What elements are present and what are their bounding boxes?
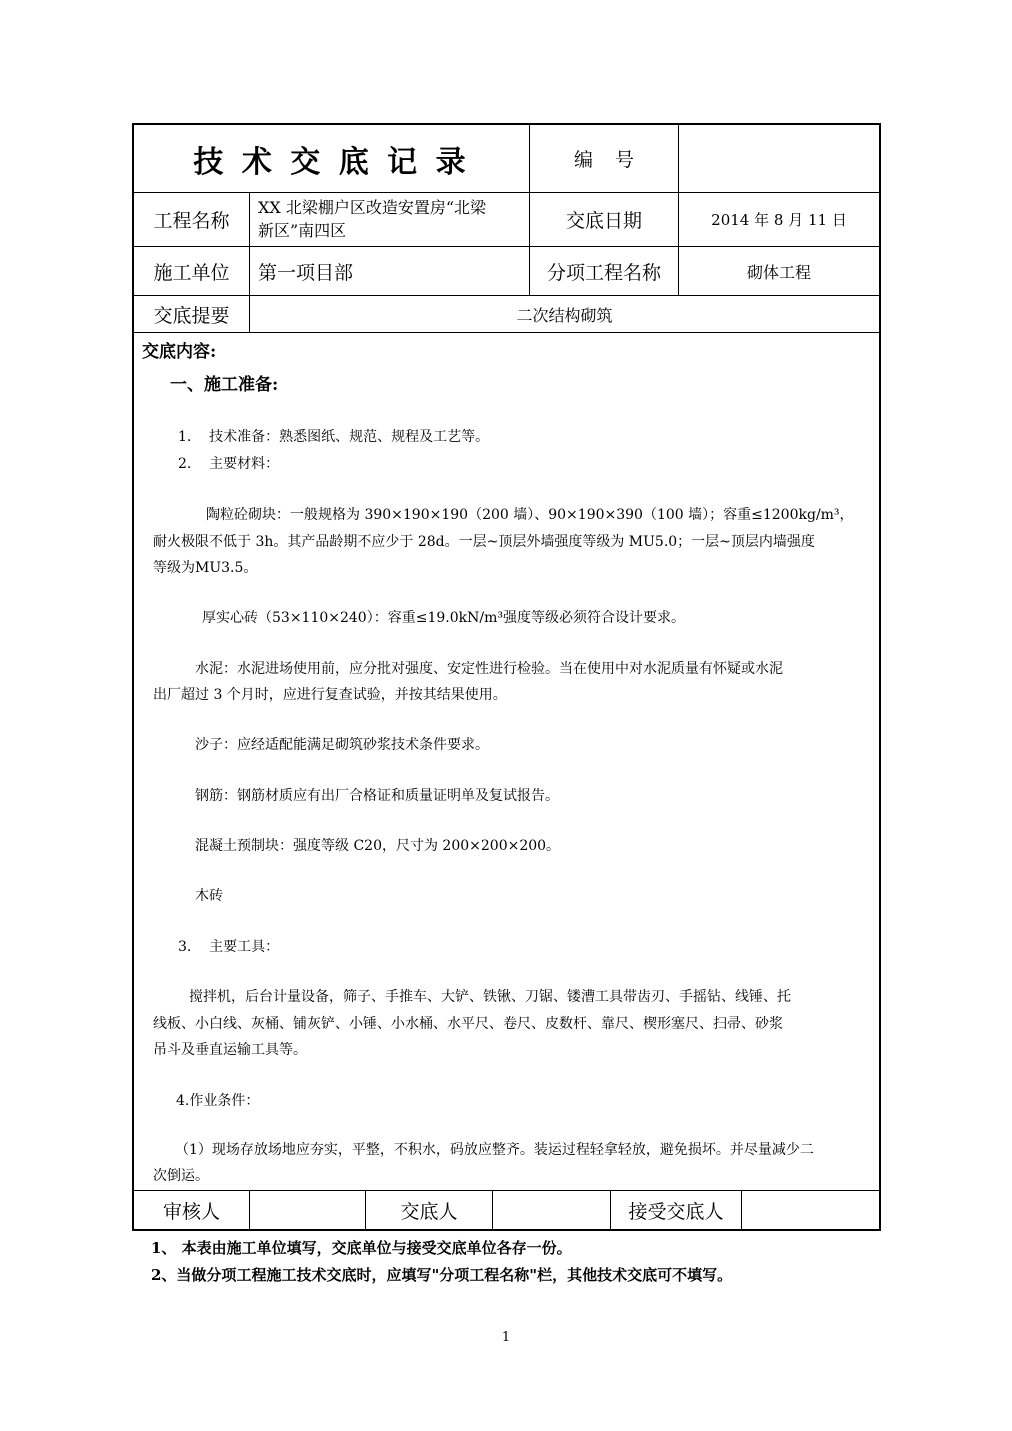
tools-line3: 吊斗及垂直运输工具等。	[153, 1042, 307, 1058]
item-technical-prep: 1. 技术准备：熟悉图纸、规范、规程及工艺等。	[178, 429, 490, 445]
disclosure-date-value: 2014 年 8 月 11 日	[711, 211, 847, 229]
project-name-line1: XX 北梁棚户区改造安置房“北梁	[258, 198, 487, 217]
construction-unit-value: 第一项目部	[258, 261, 354, 284]
condition-line2: 次倒运。	[153, 1168, 209, 1184]
cement-spec-line2: 出厂超过 3 个月时，应进行复查试验，并按其结果使用。	[153, 687, 507, 703]
condition-line1: （1）现场存放场地应夯实，平整，不积水，码放应整齐。装运过程轻拿轻放，避免损坏。并尽量减少二	[175, 1142, 814, 1158]
solid-brick-spec: 厚实心砖（53×110×240）：容重≤19.0kN/m³强度等级必须符合设计要求。	[202, 610, 685, 626]
block-spec-line2: 耐火极限不低于 3h。其产品龄期不应少于 28d。一层~顶层外墙强度等级为 MU5.0；一层~顶层内墙强度	[153, 534, 815, 550]
disclosure-date-label: 交底日期	[565, 210, 642, 232]
summary-label: 交底提要	[153, 304, 230, 327]
page-number: 1	[501, 1330, 511, 1345]
item-work-conditions: 4.作业条件：	[176, 1093, 260, 1109]
item-main-materials: 2. 主要材料：	[178, 456, 280, 472]
wood-brick: 木砖	[195, 888, 223, 904]
project-name-line2: 新区”南四区	[258, 221, 347, 240]
sub-project-label: 分项工程名称	[546, 261, 661, 284]
discloser-value	[493, 1191, 610, 1229]
content-heading: 交底内容:	[142, 342, 217, 362]
block-spec-line3: 等级为MU3.5。	[153, 560, 258, 576]
note-2: 2、当做分项工程施工技术交底时，应填写"分项工程名称"栏，其他技术交底可不填写。	[151, 1266, 733, 1284]
document-title: 技 术 交 底 记 录	[193, 144, 470, 180]
summary-value: 二次结构砌筑	[516, 305, 613, 325]
discloser-label: 交底人	[400, 1200, 458, 1223]
construction-unit-label: 施工单位	[153, 261, 230, 284]
number-value	[679, 125, 879, 192]
steel-spec: 钢筋：钢筋材质应有出厂合格证和质量证明单及复试报告。	[195, 788, 559, 804]
tools-line1: 搅拌机，后台计量设备，筛子、手推车、大铲、铁锹、刀锯、镂漕工具带齿刃、手摇钻、线锤、托	[189, 989, 791, 1005]
cement-spec-line1: 水泥：水泥进场使用前，应分批对强度、安定性进行检验。当在使用中对水泥质量有怀疑或水泥	[195, 661, 783, 677]
note-1: 1、 本表由施工单位填写，交底单位与接受交底单位各存一份。	[151, 1239, 572, 1257]
block-spec-line1: 陶粒砼砌块：一般规格为 390×190×190（200 墙）、90×190×390（100 墙）；容重≤1200kg/m³，	[206, 507, 854, 523]
receiver-label: 接受交底人	[628, 1200, 724, 1223]
number-label: 编 号	[573, 149, 635, 171]
reviewer-value	[250, 1191, 365, 1229]
project-name-label: 工程名称	[153, 210, 230, 232]
project-name-value	[258, 196, 526, 242]
reviewer-label: 审核人	[162, 1200, 220, 1223]
tools-line2: 线板、小白线、灰桶、铺灰铲、小锤、小水桶、水平尺、卷尺、皮数杆、靠尺、楔形塞尺、扫帚、砂浆	[153, 1016, 783, 1032]
section-construction-prep: 一、施工准备:	[170, 375, 279, 395]
item-main-tools: 3. 主要工具：	[178, 939, 280, 955]
receiver-value	[742, 1191, 879, 1229]
sand-spec: 沙子：应经适配能满足砌筑砂浆技术条件要求。	[195, 737, 489, 753]
sub-project-value: 砌体工程	[746, 262, 811, 282]
precast-block-spec: 混凝土预制块：强度等级 C20，尺寸为 200×200×200。	[195, 838, 561, 854]
